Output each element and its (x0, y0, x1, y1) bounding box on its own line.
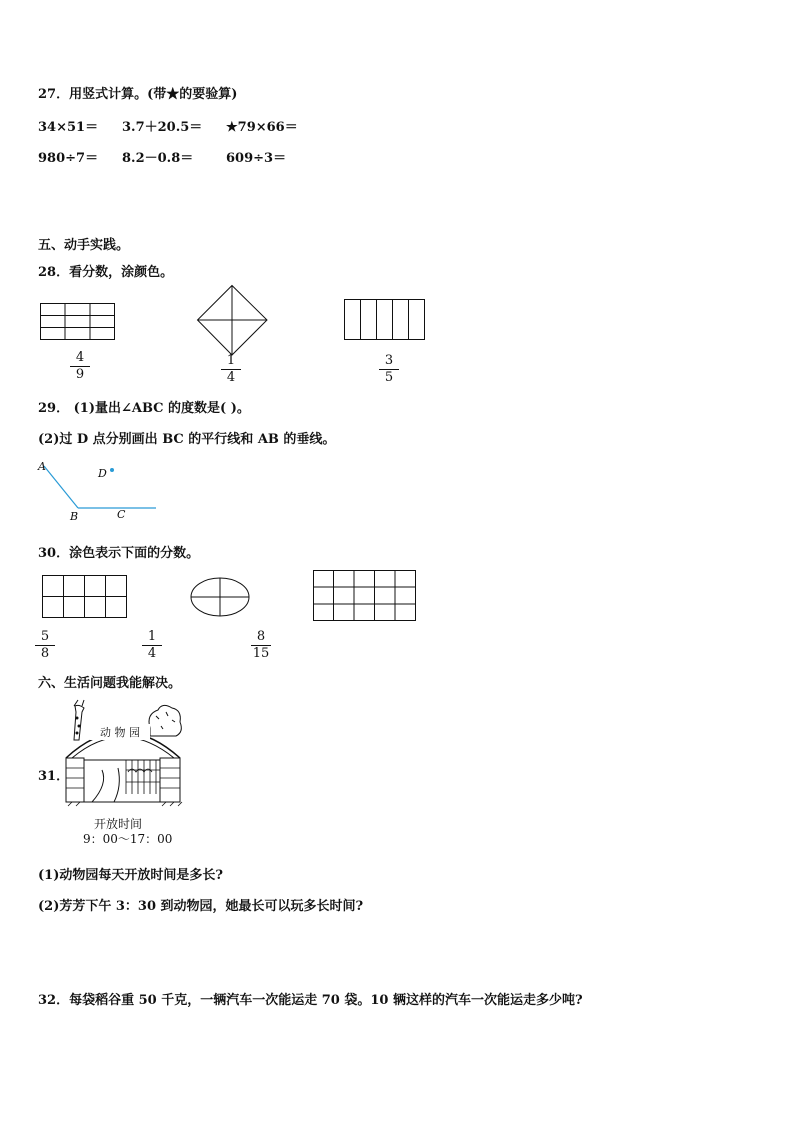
denominator: 4 (226, 370, 236, 385)
point-d (110, 468, 114, 472)
zoo-gate-illustration (62, 698, 184, 814)
q27-expr-3: ★79×66＝ (226, 120, 298, 135)
q27-expr-4: 980÷7＝ (38, 151, 99, 166)
q31-number: 31． (38, 769, 70, 784)
ray-ba (44, 466, 78, 508)
q27-expr-6: 609÷3＝ (226, 151, 287, 166)
label-c: C (117, 508, 126, 521)
denominator: 8 (40, 646, 50, 661)
q32-text: 32．每袋稻谷重 50 千克，一辆汽车一次能运走 70 袋。10 辆这样的汽车一次能运走多少吨? (38, 993, 583, 1008)
denominator: 4 (147, 646, 157, 661)
label-b: B (70, 510, 79, 523)
numerator: 4 (75, 350, 85, 365)
zoo-hours-label: 开放时间 (94, 817, 143, 831)
denominator: 5 (384, 370, 394, 385)
q27-expr-2: 3.7＋20.5＝ (122, 120, 203, 135)
section-5-title: 五、动手实践。 (38, 238, 130, 253)
q28-strip-5[interactable] (344, 299, 426, 341)
numerator: 3 (384, 353, 394, 368)
q30-oval[interactable] (190, 577, 252, 619)
numerator: 5 (40, 629, 50, 644)
q29-part2: (2)过 D 点分别画出 BC 的平行线和 AB 的垂线。 (38, 432, 336, 447)
q30-fraction-1 (33, 630, 57, 661)
zoo-hours: 9：00～17：00 (83, 832, 173, 846)
q28-fraction-2 (219, 354, 243, 385)
q27-title: 27．用竖式计算。(带★的要验算) (38, 87, 238, 102)
label-d: D (98, 467, 107, 480)
numerator: 8 (256, 629, 266, 644)
label-a: A (38, 460, 46, 473)
q31-question-1: (1)动物园每天开放时间是多长? (38, 868, 223, 883)
q28-grid-3x3[interactable] (40, 303, 116, 341)
denominator: 15 (252, 646, 270, 661)
q30-grid-5x3[interactable] (313, 570, 417, 622)
q29-part1: 29． (1)量出∠ABC 的度数是( )。 (38, 401, 250, 416)
q31-question-2: (2)芳芳下午 3：30 到动物园，她最长可以玩多长时间? (38, 899, 364, 914)
q30-fraction-2 (140, 630, 164, 661)
q28-title: 28．看分数，涂颜色。 (38, 265, 174, 280)
numerator: 1 (147, 629, 157, 644)
q30-grid-4x2[interactable] (42, 575, 128, 619)
q28-fraction-1 (68, 351, 92, 382)
numerator: 1 (226, 353, 236, 368)
q30-title: 30．涂色表示下面的分数。 (38, 546, 200, 561)
q28-diamond[interactable] (197, 285, 269, 357)
q27-expr-1: 34×51＝ (38, 120, 99, 135)
q29-angle-figure[interactable] (36, 458, 166, 528)
q30-fraction-3 (249, 630, 273, 661)
section-6-title: 六、生活问题我能解决。 (38, 676, 182, 691)
denominator: 9 (75, 367, 85, 382)
q27-expr-5: 8.2－0.8＝ (122, 151, 194, 166)
q28-fraction-3 (377, 354, 401, 385)
zoo-sign-text: 动 物 园 (100, 726, 140, 739)
